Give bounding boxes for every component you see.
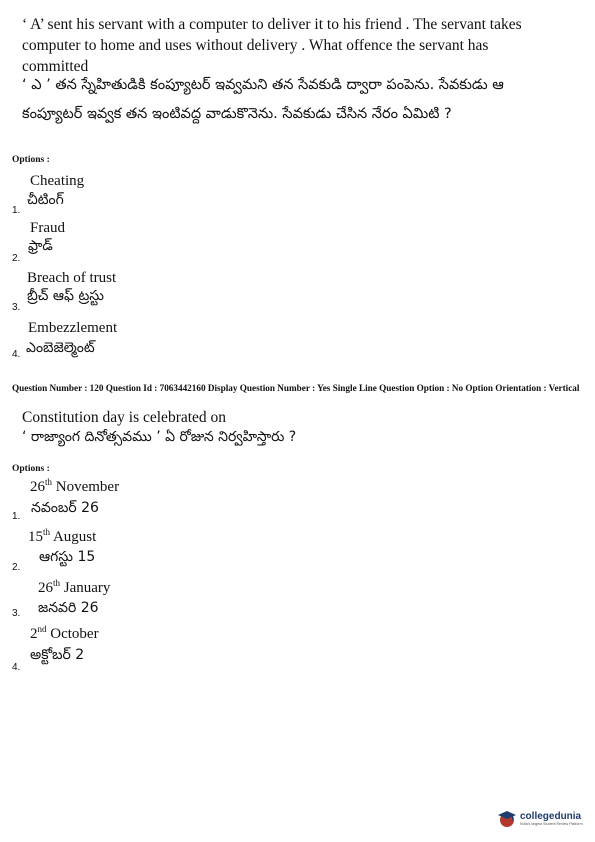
question-text-te: ‘ ఎ ’ తన స్నేహితుడికి కంప్యూటర్ ఇవ్వమని తన సేవకుడి ద్వారా పంపెను. సేవకుడు ఆ కంప్యూటర్ ఇవ్వక తన ఇంటివద్ద వాడుకొనెను. సేవకుడు చేసిన నేరం ఏమిటి ? [22,77,504,122]
option-1-te: చీటింగ్ [27,192,64,208]
question-text-en: ‘ A’ sent his servant with a computer to deliver it to his friend . The servant takes computer to home and uses without delivery . What offence the servant has committed [22,16,522,75]
collegedunia-logo [497,808,583,828]
option-4-te: ఎంబెజెల్మెంట్ [26,340,95,356]
options-label: Options : [12,155,50,165]
q2-option-3-number: 3. [12,608,21,619]
q2-option-1-en: 26th November [30,477,120,495]
option-3-te: బ్రీచ్ ఆఫ్ ట్రస్టు [27,288,104,304]
question-meta: Question Number : 120 Question Id : 7063442160 Display Question Number : Yes Single Line Question Option : No Option Orientation : Vertical [12,383,580,393]
option-3-number: 3. [12,302,21,313]
q2-option-2-number: 2. [12,562,21,573]
option-4-en: Embezzlement [28,320,118,336]
q2-option-4-number: 4. [12,662,21,673]
option-2-en: Fraud [30,220,65,236]
q2-option-4-te: అక్టోబర్ 2 [30,647,85,663]
option-3-en: Breach of trust [27,270,117,286]
graduation-cap-icon [497,808,517,828]
q2-option-2-en: 15th August [28,527,97,545]
option-1-number: 1. [12,205,21,216]
q2-option-4-en: 2nd October [30,624,99,642]
question-2-text-en: Constitution day is celebrated on [22,409,227,426]
q2-option-1-number: 1. [12,511,21,522]
option-4-number: 4. [12,349,21,360]
q2-option-1-te: నవంబర్ 26 [31,500,99,516]
option-2-te: ఫ్రాడ్ [28,238,53,254]
brand-name: collegedunia [520,810,582,822]
options-2-label: Options : [12,464,50,474]
question-2-text-te: ‘ రాజ్యాంగ దినోత్సవము ’ ఏ రోజున నిర్వహిస్తారు ? [22,429,297,445]
q2-option-2-te: ఆగస్టు 15 [39,549,96,565]
option-1-en: Cheating [30,173,85,189]
q2-option-3-en: 26th January [38,578,111,596]
brand-tagline: India's largest Student Review Platform [520,821,583,826]
q2-option-3-te: జనవరి 26 [38,600,99,616]
option-2-number: 2. [12,253,21,264]
